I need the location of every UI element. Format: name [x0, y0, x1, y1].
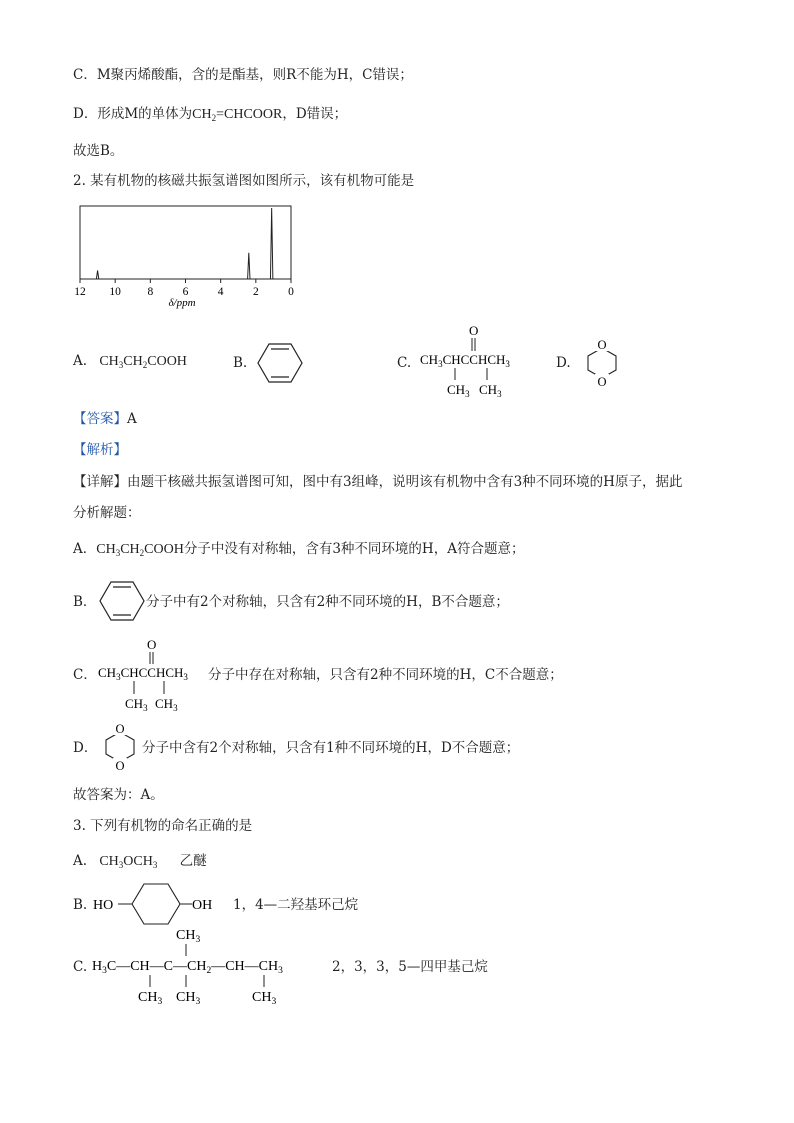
- svg-text:CH3: $CH_3$: [447, 382, 470, 399]
- formula-a-inline: $CH_3CH_2COOH$: [96, 542, 184, 558]
- formula-propanoic-acid: $CH_3CH_2COOH$: [99, 354, 187, 370]
- q3-option-c-label: C.: [73, 959, 88, 975]
- svg-text:O: O: [597, 375, 607, 389]
- q2-option-a: [73, 353, 187, 370]
- analysis-tag: 【解析】: [73, 442, 127, 458]
- option-d-conclusion: [73, 105, 347, 124]
- nmr-spectrum-chart: [70, 200, 302, 312]
- svg-text:CH3: $CH_3$: [479, 382, 502, 399]
- nmr-tick-label: 0: [288, 286, 294, 298]
- q3-c-name: 2，3，3，5—四甲基己烷: [332, 959, 488, 975]
- cyclohexadiene-inline: [98, 580, 146, 622]
- d-text-pre: D．形成M的单体为: [73, 106, 193, 122]
- dioxane-structure-d: [580, 334, 626, 390]
- q3-option-a: [73, 852, 207, 871]
- cyclohexadiene-structure: [255, 340, 305, 386]
- q2-option-c-label: C.: [397, 355, 412, 371]
- nmr-frame: [80, 206, 291, 279]
- label-a-dot: A．: [73, 541, 97, 557]
- q3-b-name: 1，4—二羟基环己烷: [233, 897, 359, 913]
- detail-text: 由题干核磁共振氢谱图可知，图中有3组峰，说明该有机物中含有3种不同环境的H原子，据此: [127, 474, 683, 490]
- answer-value: A: [127, 411, 137, 427]
- explain-c-text: 分子中存在对称轴，只含有2种不同环境的H，C不合题意；: [208, 667, 563, 683]
- q2-option-b-label: B.: [233, 355, 248, 371]
- nmr-tick-label: 12: [74, 286, 86, 298]
- explain-b-text: 分子中有2个对称轴，只含有2种不同环境的H，B不合题意；: [146, 594, 509, 610]
- d-text-post: ，D错误；: [282, 106, 348, 122]
- svg-text:O: O: [115, 759, 125, 773]
- nmr-x-label: δ/ppm: [168, 297, 196, 309]
- nmr-tick-label: 10: [109, 286, 121, 298]
- explain-a: [73, 540, 524, 559]
- dioxane-inline: [98, 718, 142, 774]
- nmr-tick-label: 4: [217, 286, 224, 298]
- svg-text:O: O: [115, 722, 125, 736]
- final-answer: 故答案为：A。: [73, 787, 164, 803]
- explain-c-label: C．: [73, 667, 97, 683]
- ketone-inline: [94, 632, 210, 714]
- svg-text:HO: HO: [93, 898, 114, 913]
- label-a: A.: [73, 353, 88, 369]
- svg-text:CH3: $CH_3$: [176, 990, 201, 1007]
- q3-a-name: 乙醚: [179, 853, 207, 869]
- svg-text:CH3: $CH_3$: [155, 696, 178, 713]
- option-c-conclusion: C．M聚丙烯酸酯，含的是酯基，则R不能为H，C错误；: [73, 67, 413, 83]
- nmr-peak: [96, 270, 98, 279]
- nmr-tick-label: 8: [147, 286, 154, 298]
- ketone-structure-c: [415, 320, 535, 402]
- monomer-formula: $CH_2=CHCOOR$: [192, 107, 283, 123]
- q3-option-b-label: B.: [73, 897, 88, 913]
- nmr-tick-label: 6: [182, 286, 189, 298]
- svg-text:CH3CHCCHCH3: $CH_3CHCCHCH_3$: [420, 352, 510, 369]
- svg-text:O: O: [469, 323, 479, 338]
- detail-line-1: [73, 473, 682, 491]
- svg-text:H3C—CH—C—CH2—CH—CH3: $H_3C—CH—C—CH_2—CH—CH_3$: [92, 959, 283, 976]
- explain-b-label: B．: [73, 594, 97, 610]
- tetramethylhexane-structure: [90, 920, 330, 1008]
- svg-text:O: O: [147, 637, 157, 652]
- q2-option-d-label: D.: [556, 355, 571, 371]
- question-2-title: 2. 某有机物的核磁共振氢谱图如图所示，该有机物可能是: [73, 173, 415, 189]
- explain-a-text: 分子中没有对称轴，含有3种不同环境的H，A符合题意；: [183, 541, 525, 557]
- answer-line: [73, 410, 137, 428]
- answer-tag: 【答案】: [73, 411, 127, 427]
- q3-label-a: A.: [73, 853, 88, 869]
- detail-tag: 【详解】: [73, 474, 127, 490]
- svg-text:O: O: [597, 338, 607, 352]
- nmr-peak: [248, 253, 250, 279]
- svg-text:CH3: $CH_3$: [138, 990, 163, 1007]
- explain-d-label: D．: [73, 740, 98, 756]
- svg-text:CH3: $CH_3$: [176, 928, 201, 945]
- formula-dimethyl-ether: $CH_3OCH_3$: [99, 854, 158, 870]
- svg-text:CH3: $CH_3$: [252, 990, 277, 1007]
- question-3-title: 3. 下列有机物的命名正确的是: [73, 818, 253, 834]
- detail-line-2: 分析解题：: [73, 505, 141, 521]
- explain-d-text: 分子中含有2个对称轴，只含有1种不同环境的H，D不合题意；: [142, 740, 520, 756]
- svg-text:CH3: $CH_3$: [125, 696, 148, 713]
- nmr-peak: [270, 208, 272, 279]
- svg-text:OH: OH: [192, 898, 213, 913]
- nmr-tick-label: 2: [252, 286, 259, 298]
- choose-b-line: 故选B。: [73, 143, 124, 159]
- svg-text:CH3CHCCHCH3: $CH_3CHCCHCH_3$: [98, 665, 188, 682]
